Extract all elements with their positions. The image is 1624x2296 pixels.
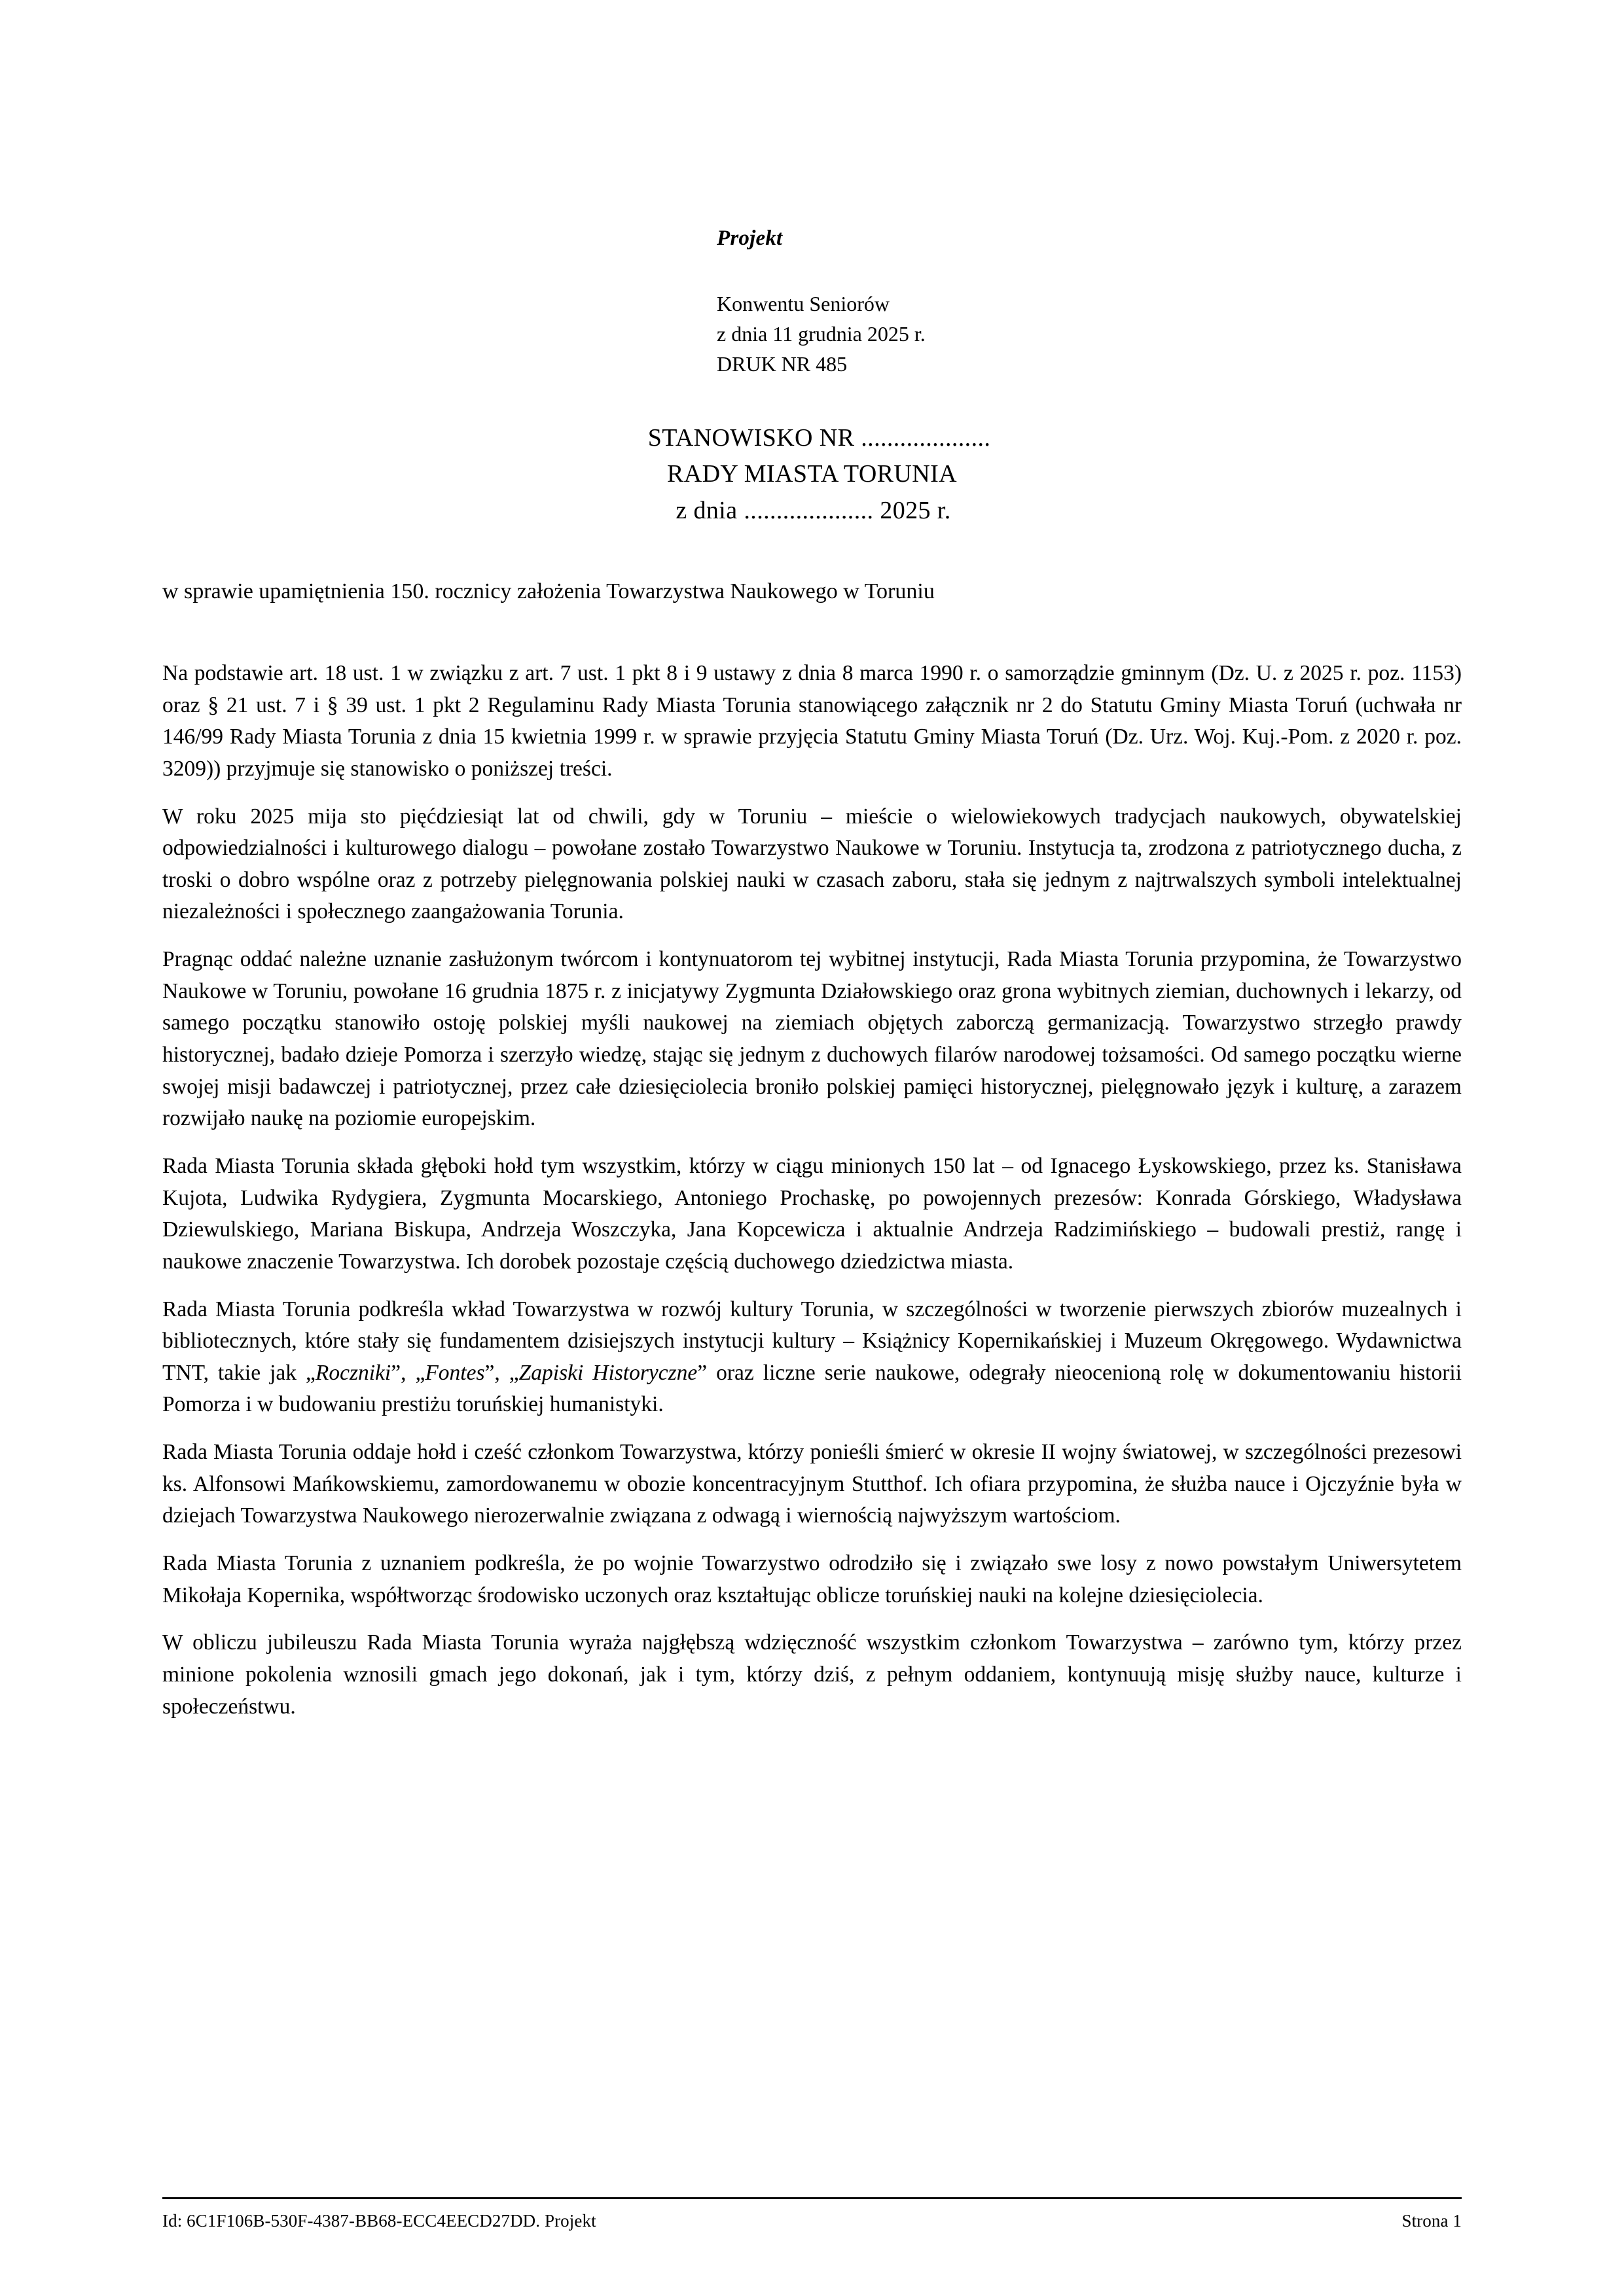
- header-date-line: z dnia 11 grudnia 2025 r.: [717, 321, 926, 346]
- paragraph-jubilee: W obliczu jubileuszu Rada Miasta Torunia wyraża najgłębszą wdzięczność wszystkim członkom Towarzystwa – zarówno tym, którzy przez minione pokolenia wznosili gmach jego dokonań, jak i tym, którzy dziś, z pełnym oddaniem, kontynuują misję służby nauce, kulturze i społeczeństwu.: [162, 1630, 1462, 1719]
- document-subject: w sprawie upamiętnienia 150. rocznicy założenia Towarzystwa Naukowego w Toruniu: [162, 579, 935, 603]
- draft-label: Projekt: [717, 226, 783, 250]
- paragraph-founders: Pragnąc oddać należne uznanie zasłużonym twórcom i kontynuatorom tej wybitnej instytucji, Rada Miasta Torunia przypomina, że Towarzystwo Naukowe w Toruniu, powołane 16 grudnia 1875 r. z inicjatywy Zygmunta Działowskiego oraz grona wybitnych ziemian, duchownych i lekarzy, od samego początku stanowiło ostoję polskiej myśli naukowej na ziemiach objętych zaborczą germanizacją. Towarzystwo strzegło prawdy historycznej, badało dzieje Pomorza i szerzyło wiedzę, stając się jednym z duchowych filarów narodowej tożsamości. Od samego początku wierne swojej misji badawczej i patriotycznej, przez całe dziesięciolecia broniło polskiej pamięci historycznej, pielęgnowało język i kulturę, a zarazem rozwijało naukę na poziomie europejskim.: [162, 947, 1462, 1131]
- header-meta-block: [717, 289, 1293, 380]
- footer-document-id: Id: 6C1F106B-530F-4387-BB68-ECC4EECD27DD. Projekt: [162, 2211, 596, 2231]
- publication-title: Zapiski Historyczne: [518, 1360, 698, 1385]
- paragraph-culture: Rada Miasta Torunia podkreśla wkład Towarzystwa w rozwój kultury Torunia, w szczególności w tworzenie pierwszych zbiorów muzealnych i bibliotecznych, które stały się fundamentem dzisiejszych instytucji kultury – Książnicy Kopernikańskiej i Muzeum Okręgowego. Wydawnictwa TNT, takie jak „Roczniki”, „Fontes”, „Zapiski Historyczne” oraz liczne serie naukowe, odegrały nieocenioną rolę w dokumentowaniu historii Pomorza i w budowaniu prestiżu toruńskiej humanistyki.: [162, 1297, 1462, 1417]
- document-body: [162, 658, 1462, 1723]
- footer-page-number: Strona 1: [1401, 2211, 1462, 2231]
- paragraph-war-victims: Rada Miasta Torunia oddaje hołd i cześć członkom Towarzystwa, którzy ponieśli śmierć w okresie II wojny światowej, w szczególności prezesowi ks. Alfonsowi Mańkowskiemu, zamordowanemu w obozie koncentracyjnym Stutthof. Ich ofiara przypomina, że służba nauce i Ojczyźnie była w dziejach Towarzystwa Naukowego nierozerwalnie związana z odwagą i wiernością najwyższym wartościom.: [162, 1440, 1462, 1528]
- page-title: [162, 420, 1462, 529]
- paragraph-legal-basis: Na podstawie art. 18 ust. 1 w związku z art. 7 ust. 1 pkt 8 i 9 ustawy z dnia 8 marca 1990 r. o samorządzie gminnym (Dz. U. z 2025 r. poz. 1153) oraz § 21 ust. 7 i § 39 ust. 1 pkt 2 Regulaminu Rady Miasta Torunia stanowiącego załącznik nr 2 do Statutu Gminy Miasta Toruń (uchwała nr 146/99 Rady Miasta Torunia z dnia 15 kwietnia 1999 r. w sprawie przyjęcia Statutu Gminy Miasta Toruń (Dz. Urz. Woj. Kuj.-Pom. z 2020 r. poz. 3209)) przyjmuje się stanowisko o poniższej treści.: [162, 661, 1462, 781]
- header-print-number-line: DRUK NR 485: [717, 352, 848, 376]
- paragraph-postwar: Rada Miasta Torunia z uznaniem podkreśla, że po wojnie Towarzystwo odrodziło się i związało swe losy z nowo powstałym Uniwersytetem Mikołaja Kopernika, współtworząc środowisko uczonych oraz kształtując oblicze toruńskiej nauki na kolejne dziesięciolecia.: [162, 1551, 1462, 1607]
- document-footer: [162, 2211, 1462, 2231]
- header-convent-line: Konwentu Seniorów: [717, 291, 890, 315]
- footer-divider: [162, 2197, 1462, 2199]
- title-line-number: STANOWISKO NR ....................: [647, 424, 991, 452]
- document-header: [717, 226, 1293, 380]
- paragraph-homage: Rada Miasta Torunia składa głęboki hołd tym wszystkim, którzy w ciągu minionych 150 lat – od Ignacego Łyskowskiego, przez ks. Stanisława Kujota, Ludwika Rydygiera, Zygmunta Mocarskiego, Antoniego Prochaskę, po powojennych prezesów: Konrada Górskiego, Władysława Dziewulskiego, Mariana Biskupa, Andrzeja Woszczyka, Jana Kopcewicza i aktualnie Andrzeja Radzimińskiego – budowali prestiż, rangę i naukowe znaczenie Towarzystwa. Ich dorobek pozostaje częścią duchowego dziedzictwa miasta.: [162, 1153, 1462, 1274]
- publication-title: Fontes: [425, 1360, 485, 1385]
- title-line-council: RADY MIASTA TORUNIA: [666, 460, 957, 488]
- title-line-date: z dnia .................... 2025 r.: [676, 496, 951, 524]
- publication-title: Roczniki: [315, 1360, 391, 1385]
- paragraph-anniversary: W roku 2025 mija sto pięćdziesiąt lat od chwili, gdy w Toruniu – mieście o wielowiekowych tradycjach naukowych, obywatelskiej odpowiedzialności i kulturowego dialogu – powołane zostało Towarzystwo Naukowe w Toruniu. Instytucja ta, zrodzona z patriotycznego ducha, z troski o dobro wspólne oraz z potrzeby pielęgnowania polskiej nauki w czasach zaboru, stała się jednym z najtrwalszych symboli intelektualnej niezależności i społecznego zaangażowania Torunia.: [162, 804, 1462, 924]
